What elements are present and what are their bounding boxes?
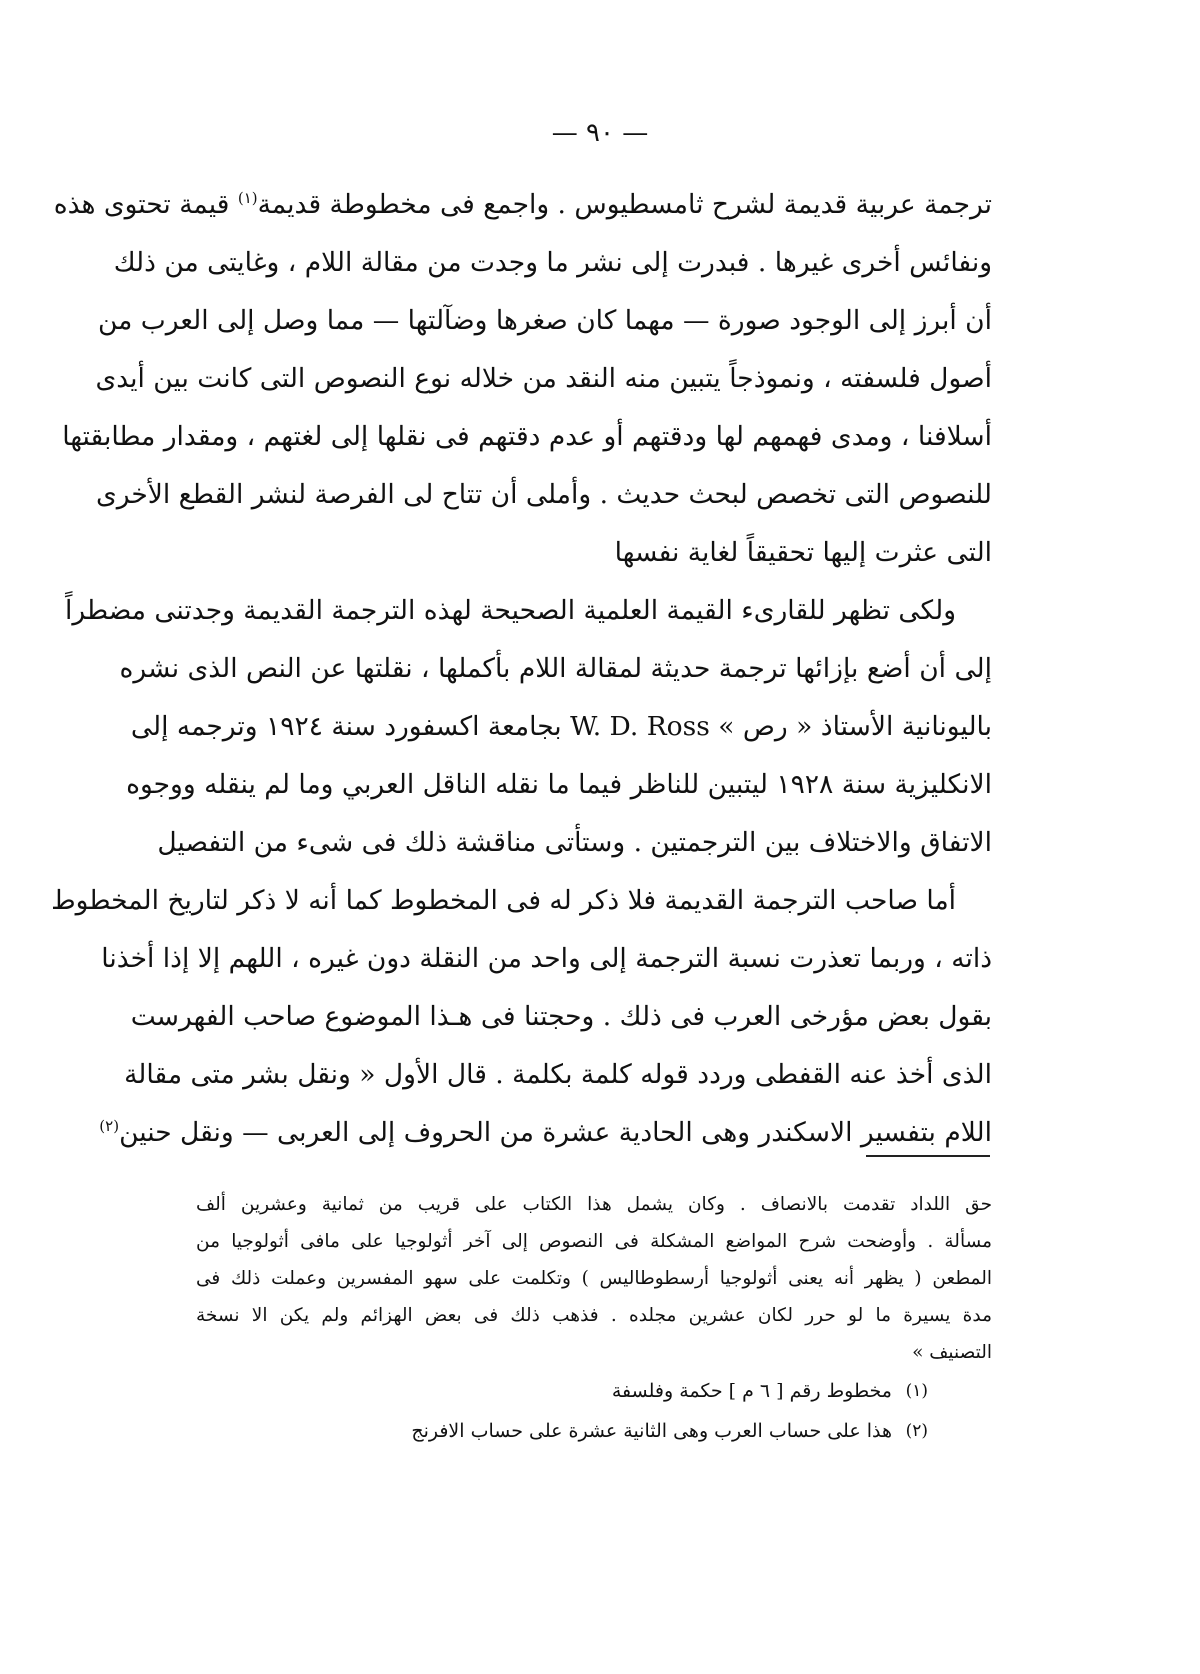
footnote-1 [196, 1371, 992, 1411]
text-line-14: ذاته ، وربما تعذرت نسبة الترجمة إلى واحد من النقلة دون غيره ، اللهم إلا إذا أخذنا [101, 943, 992, 974]
text-line-10: باليونانية الأستاذ « رص » W. D. Ross بجامعة اكسفورد سنة ١٩٢٤ وترجمه إلى [130, 711, 992, 742]
footnote-continued-line-4: مدة يسيرة ما لو حرر لكان عشرين مجلده . فذهب ذلك فى بعض الهزائم ولم يكن الا نسخة [196, 1305, 992, 1326]
footnote-1-number: (١) [905, 1381, 928, 1401]
text-line-3: أن أبرز إلى الوجود صورة — مهما كان صغرها وضآلتها — مما وصل إلى العرب من [97, 305, 992, 336]
footnote-2 [196, 1411, 992, 1451]
text-line-6: للنصوص التى تخصص لبحث حديث . وأملى أن تتاح لى الفرصة لنشر القطع الأخرى [96, 479, 992, 510]
footnote-continued-line-3: المطعن ( يظهر أنه يعنى أثولوجيا أرسطوطاليس ) وتكلمت على سهو المفسرين وعملت ذلك فى [196, 1268, 992, 1289]
page-number: — ٩٠ — [551, 118, 649, 148]
footnote-continued-line-2: مسألة . وأوضحت شرح المواضع المشكلة فى النصوص إلى آخر أثولوجيا على مافى أثولوجيا من [196, 1231, 992, 1252]
footnote-ref-2: (٢) [99, 1117, 120, 1136]
text-line-1-tail: قيمة تحتوى هذه [53, 189, 230, 220]
text-line-4: أصول فلسفته ، ونموذجاً يتبين منه النقد من خلاله نوع النصوص التى كانت بين أيدى [95, 363, 992, 394]
footnotes-section [196, 1186, 992, 1451]
footnote-2-text: هذا على حساب العرب وهى الثانية عشرة على حساب الافرنج [411, 1420, 892, 1442]
text-line-1-content: ترجمة عربية قديمة لشرح ثامسطيوس . واجمع فى مخطوطة قديمة [257, 189, 992, 220]
text-line-15: بقول بعض مؤرخى العرب فى ذلك . وحجتنا فى هـذا الموضوع صاحب الفهرست [130, 1001, 992, 1032]
text-line-8: ولكى تظهر للقارىء القيمة العلمية الصحيحة لهذه الترجمة القديمة وجدتنى مضطراً [65, 595, 956, 626]
footnote-2-number: (٢) [905, 1421, 928, 1441]
text-line-12: الاتفاق والاختلاف بين الترجمتين . وستأتى مناقشة ذلك فى شىء من التفصيل [157, 827, 992, 858]
footnote-1-text: مخطوط رقم [ ٦ م ] حكمة وفلسفة [611, 1380, 892, 1402]
text-line-17 [99, 1104, 992, 1162]
main-text-body [51, 176, 992, 1162]
text-line-17-content: اللام بتفسير الاسكندر وهى الحادية عشرة من الحروف إلى العربى — ونقل حنين [119, 1117, 992, 1148]
text-line-5: أسلافنا ، ومدى فهمهم لها ودقتهم أو عدم دقتهم فى نقلها إلى لغتهم ، ومقدار مطابقتها [62, 421, 992, 452]
footnote-ref-1: (١) [237, 189, 258, 208]
text-line-16: الذى أخذ عنه القفطى وردد قوله كلمة بكلمة . قال الأول « ونقل بشر متى مقالة [124, 1059, 992, 1090]
footnote-continued-line-5: التصنيف » [912, 1342, 992, 1363]
text-line-11: الانكليزية سنة ١٩٢٨ ليتبين للناظر فيما ما نقله الناقل العربي وما لم ينقله ووجوه [126, 769, 992, 800]
text-line-1 [53, 176, 992, 234]
footnote-continued-line-1: حق اللداد تقدمت بالانصاف . وكان يشمل هذا الكتاب على قريب من ثمانية وعشرين ألف [196, 1194, 992, 1215]
text-line-9: إلى أن أضع بإزائها ترجمة حديثة لمقالة اللام بأكملها ، نقلتها عن النص الذى نشره [119, 653, 992, 684]
text-line-2: ونفائس أخرى غيرها . فبدرت إلى نشر ما وجدت من مقالة اللام ، وغايتى من ذلك [113, 247, 992, 278]
footnote-separator [866, 1155, 990, 1157]
text-line-7: التى عثرت إليها تحقيقاً لغاية نفسها [614, 537, 992, 568]
text-line-13: أما صاحب الترجمة القديمة فلا ذكر له فى المخطوط كما أنه لا ذكر لتاريخ المخطوط [51, 885, 956, 916]
